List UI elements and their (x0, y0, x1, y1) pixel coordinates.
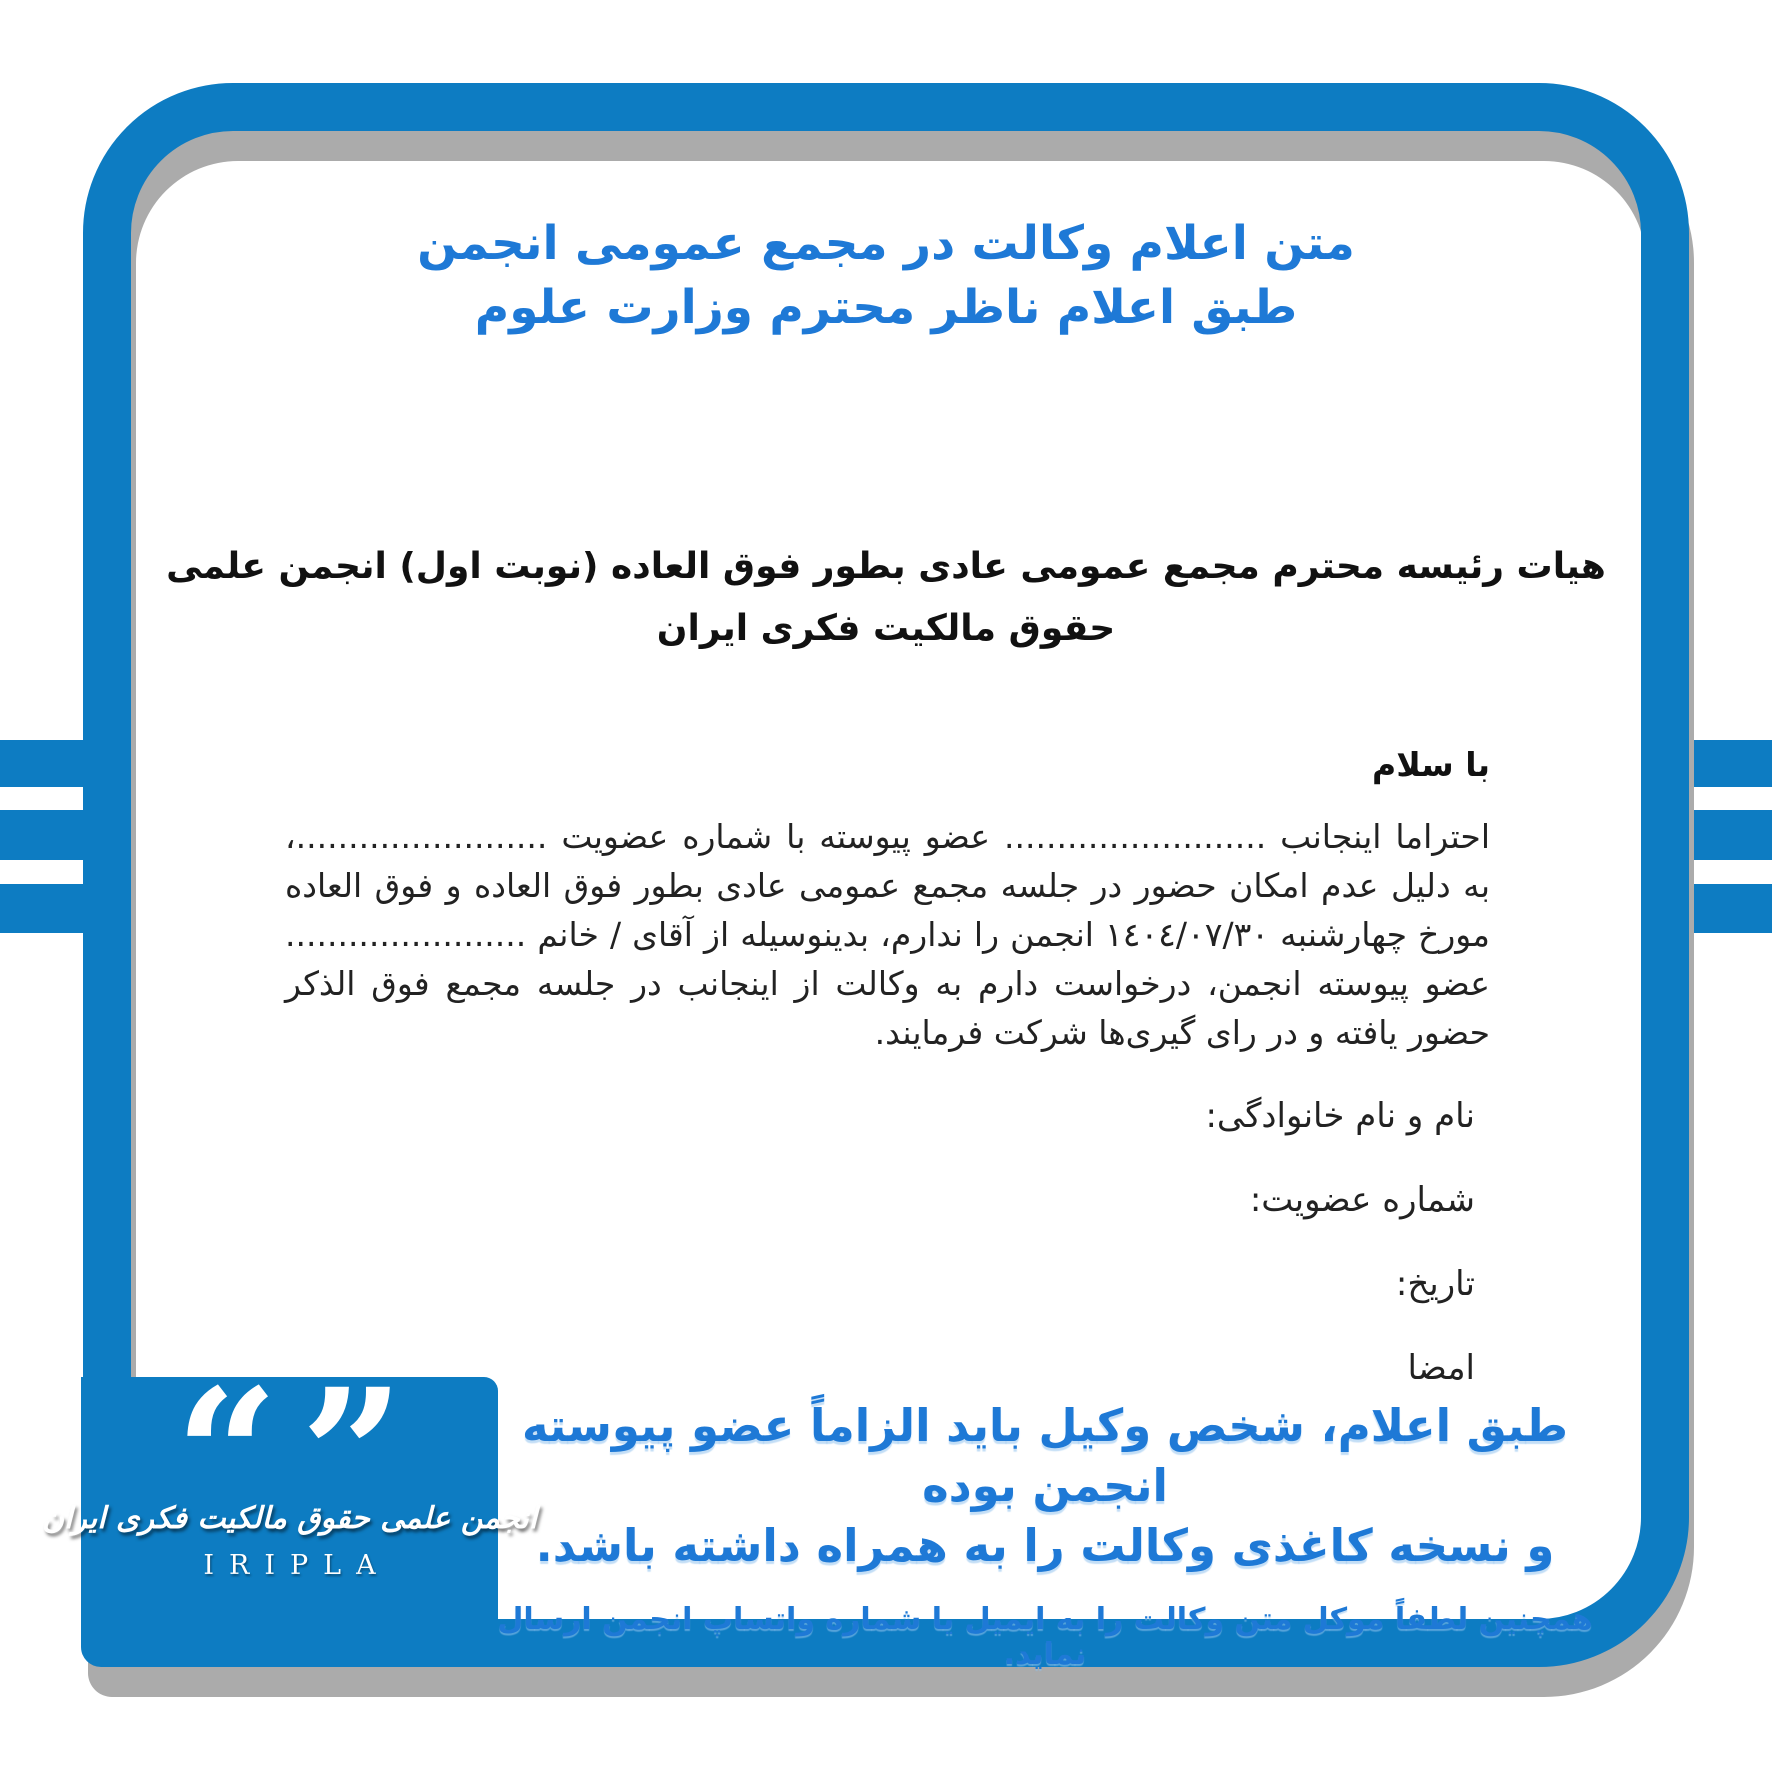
letter-heading-line-2: حقوق مالکیت فکری ایران (656, 608, 1116, 649)
field-label-full-name: نام و نام خانوادگی: (1205, 1096, 1475, 1136)
poster-title (131, 212, 1641, 340)
poster-title-line-2: طبق اعلام ناظر محترم وزارت علوم (474, 280, 1298, 335)
quotation-marks-icon (174, 1350, 405, 1561)
logo-org-name-english: IRIPLA (203, 1550, 391, 1581)
footer-note-line-2: و نسخه کاغذی وکالت را به همراه داشته باشد. (535, 1519, 1555, 1572)
left-stripe-1 (0, 740, 84, 787)
footer-note-line-3: همچنین لطفاً موکل متن وکالت را به ایمیل یا شماره واتساپ انجمن ارسال نماید. (497, 1602, 1593, 1672)
close-quote-icon: ” (300, 1350, 405, 1561)
open-quote-icon: “ (174, 1350, 279, 1561)
footer-note-line-1: طبق اعلام، شخص وکیل باید الزاماً عضو پیوسته انجمن بوده (521, 1399, 1568, 1512)
left-stripe-3 (0, 884, 84, 933)
left-stripe-2 (0, 810, 84, 860)
poster-title-line-1: متن اعلام وکالت در مجمع عمومی انجمن (417, 216, 1355, 271)
field-label-date: تاریخ: (1395, 1264, 1475, 1304)
field-label-membership-number: شماره عضویت: (1249, 1180, 1475, 1220)
letter-salutation: با سلام (1372, 745, 1490, 784)
right-stripe-2 (1694, 810, 1772, 860)
letter-signature-fields (285, 1096, 1475, 1388)
letter-heading (141, 536, 1631, 660)
field-label-signature: امضا (1407, 1348, 1475, 1388)
letter-body-paragraph: احتراما اینجانب ......................... عضو پیوسته با شماره عضویت ........................، به دلیل عدم امکان حضور در جلسه مجمع عمومی عادی بطور فوق العاده و فوق العاده مورخ چهارشنبه ١٤٠٤/٠٧/٣٠ انجمن را ندارم، بدینوسیله از آقای / خانم ....................... عضو پیوسته انجمن، درخواست دارم به وکالت از اینجانب در جلسه مجمع فوق الذکر حضور یافته و در رای گیری‌ها شرکت فرمایند. (285, 817, 1490, 1052)
footer-notes (470, 1396, 1620, 1672)
right-stripe-1 (1694, 740, 1772, 787)
right-stripe-3 (1694, 884, 1772, 933)
logo-card (41, 1350, 538, 1667)
letter-heading-line-1: هیات رئیسه محترم مجمع عمومی عادی بطور فوق العاده (نوبت اول) انجمن علمی (166, 546, 1606, 587)
logo-org-name-farsi: انجمن علمی حقوق مالکیت فکری ایران (41, 1501, 538, 1536)
